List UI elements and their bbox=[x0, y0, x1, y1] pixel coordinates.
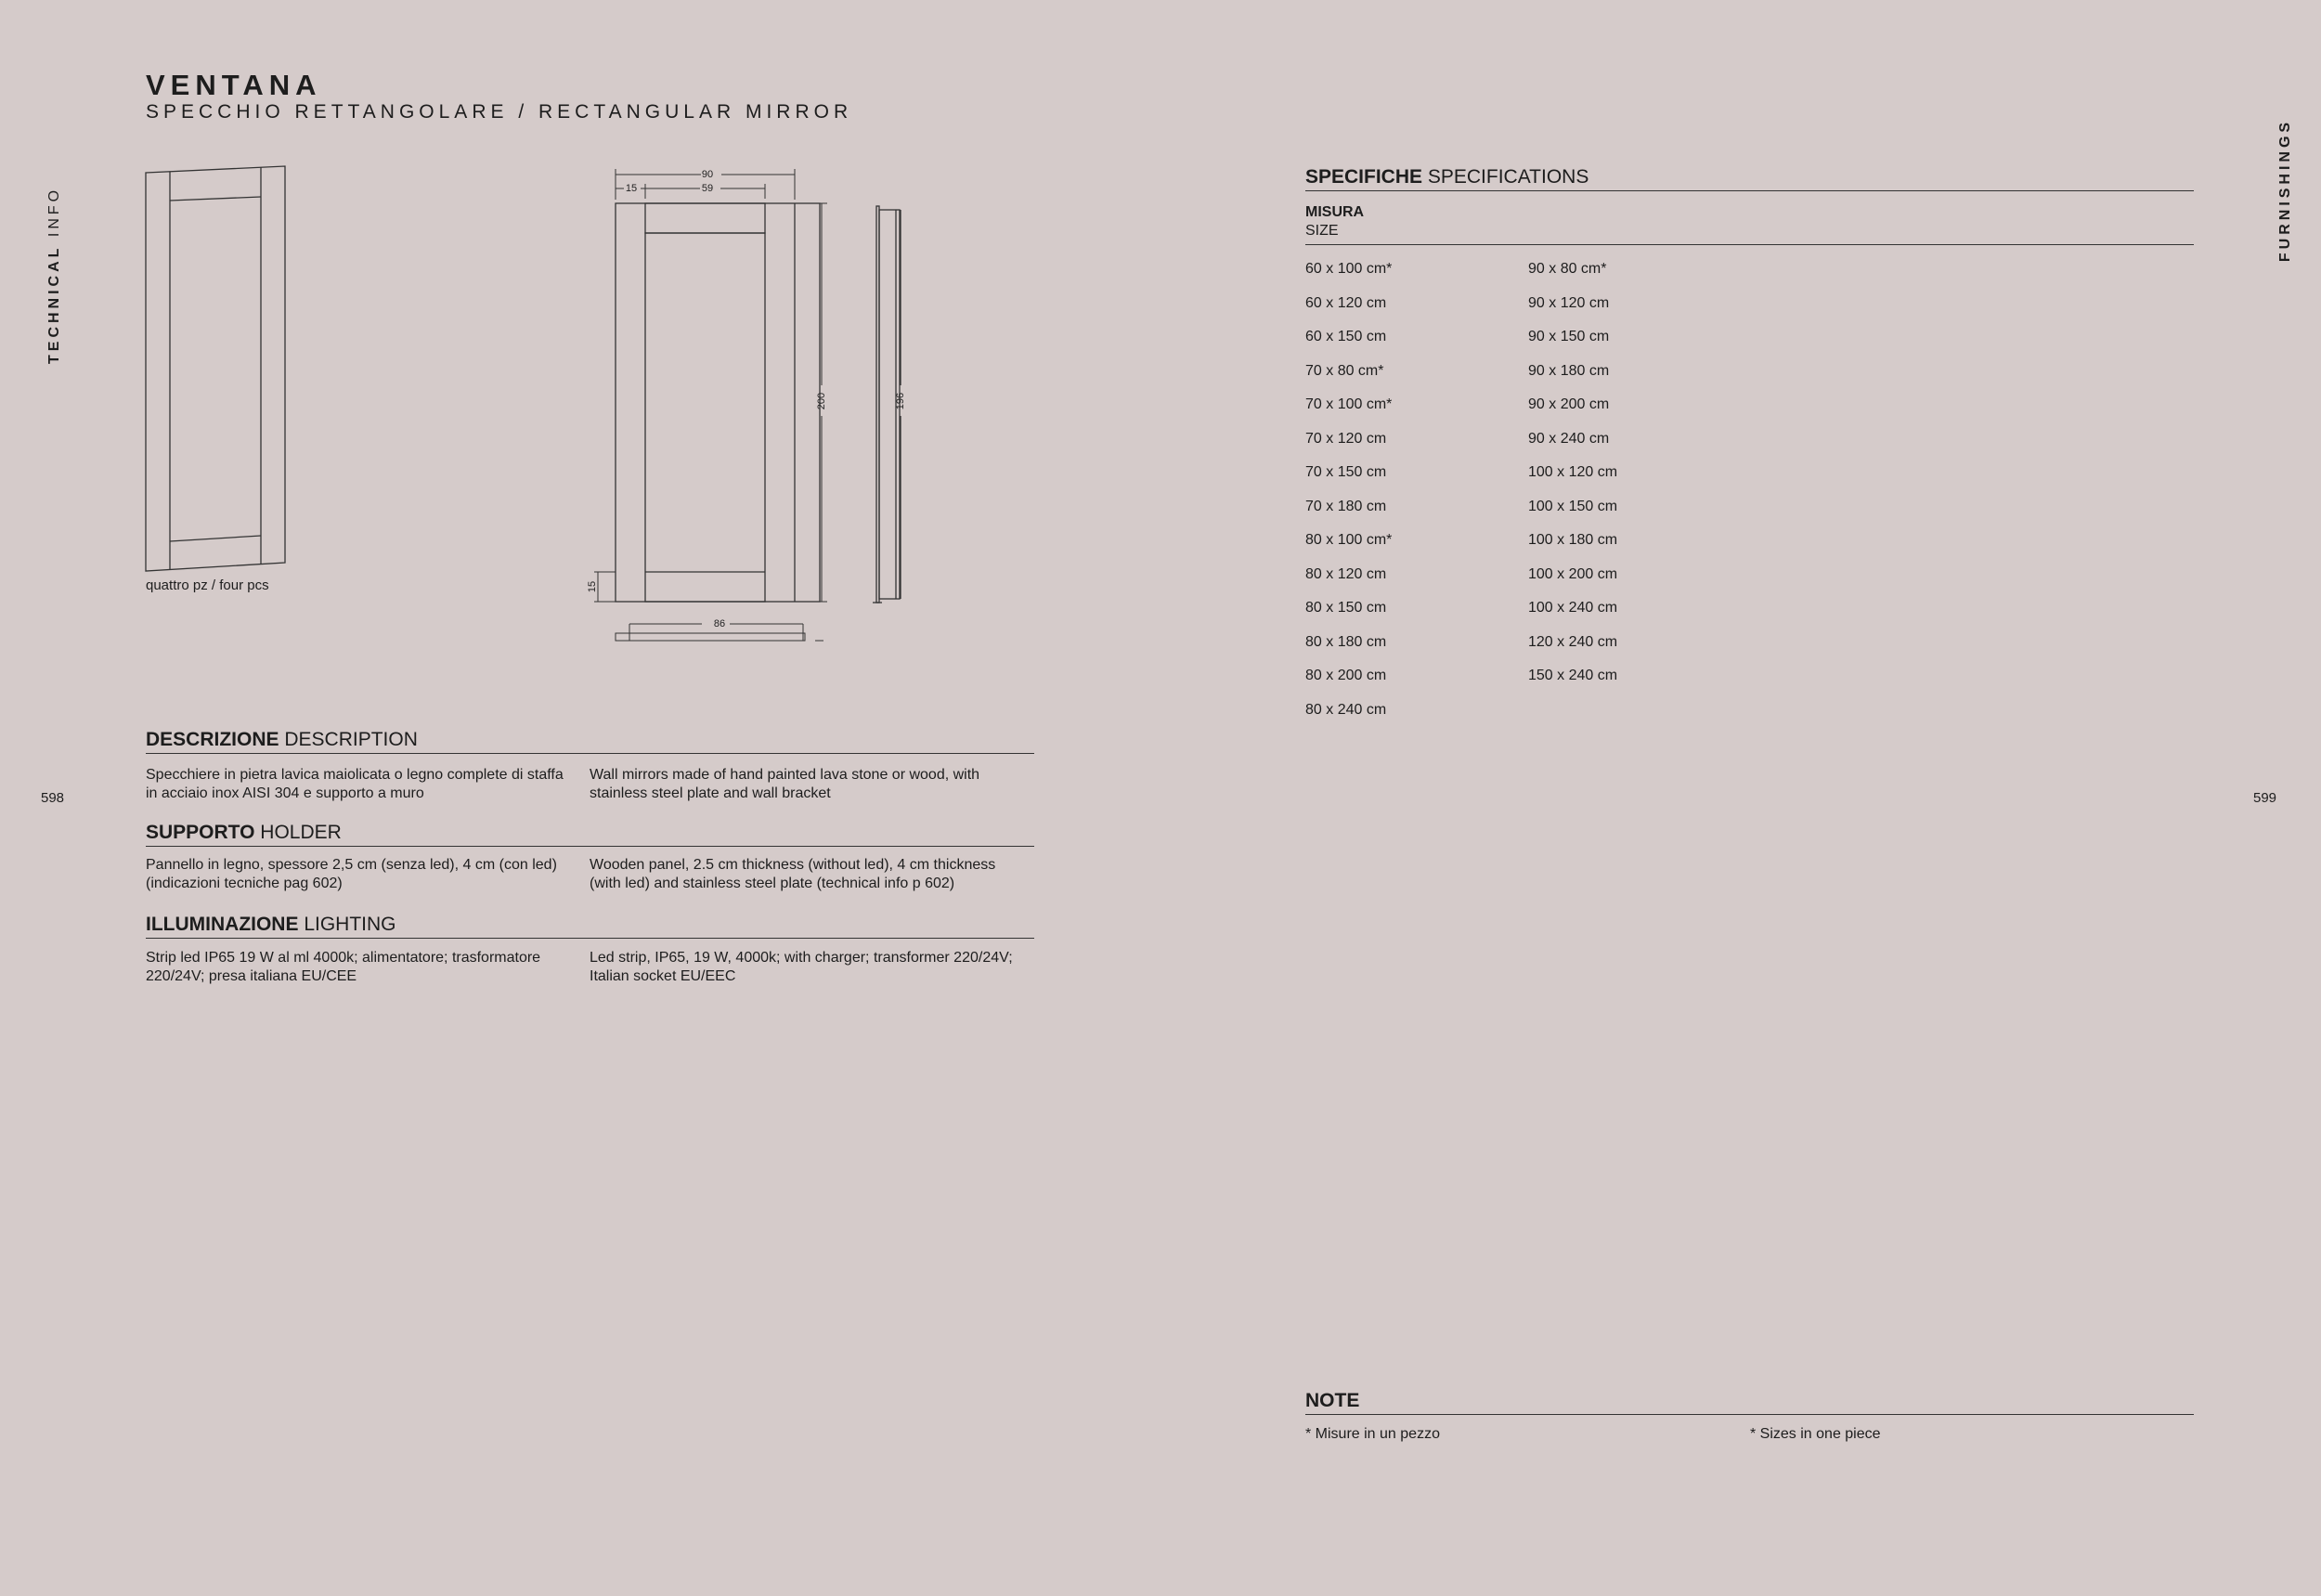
note-heading: NOTE bbox=[1305, 1390, 2194, 1415]
lighting-heading: ILLUMINAZIONE LIGHTING bbox=[146, 914, 1034, 939]
note-it: * Misure in un pezzo bbox=[1305, 1426, 1440, 1442]
size-item: 150 x 240 cm bbox=[1528, 668, 1618, 683]
page-number-right: 599 bbox=[2253, 790, 2277, 806]
size-subheading bbox=[1305, 203, 2194, 245]
front-view-frame bbox=[616, 203, 820, 602]
size-item: 90 x 240 cm bbox=[1528, 430, 1610, 447]
size-item: 60 x 100 cm* bbox=[1305, 261, 1393, 277]
product-title: VENTANA bbox=[146, 69, 322, 101]
product-subtitle: SPECCHIO RETTANGOLARE / RECTANGULAR MIRROR bbox=[146, 101, 853, 123]
size-label-it: MISURA bbox=[1305, 204, 1365, 220]
page-number-left: 598 bbox=[41, 790, 65, 806]
size-item: 100 x 180 cm bbox=[1528, 532, 1618, 548]
specifications-heading: SPECIFICHE SPECIFICATIONS bbox=[1305, 166, 2194, 191]
sizes-column-1 bbox=[1305, 253, 1392, 727]
dim-side-height: 196 bbox=[895, 392, 906, 410]
size-item: 90 x 120 cm bbox=[1528, 294, 1610, 311]
size-item: 100 x 120 cm bbox=[1528, 464, 1618, 480]
size-item: 70 x 100 cm* bbox=[1305, 396, 1393, 412]
dim-top-total: 90 bbox=[701, 169, 714, 180]
size-item: 90 x 200 cm bbox=[1528, 396, 1610, 412]
size-item: 120 x 240 cm bbox=[1528, 633, 1618, 650]
size-item: 100 x 240 cm bbox=[1528, 600, 1618, 616]
dim-top-left: 15 bbox=[625, 183, 638, 194]
size-item: 80 x 100 cm* bbox=[1305, 532, 1393, 548]
size-item: 80 x 120 cm bbox=[1305, 565, 1387, 582]
dim-bottom-left: 15 bbox=[587, 580, 598, 593]
size-item: 100 x 200 cm bbox=[1528, 565, 1618, 582]
holder-en: Wooden panel, 2.5 cm thickness (without led), 4 cm thickness (with led) and stainless steel plate (technical info p 602) bbox=[590, 857, 996, 891]
size-item: 100 x 150 cm bbox=[1528, 498, 1618, 514]
size-item: 90 x 150 cm bbox=[1528, 329, 1610, 344]
side-label-technical-info: TECHNICAL INFO bbox=[46, 186, 62, 364]
lighting-it: Strip led IP65 19 W al ml 4000k; alimentatore; trasformatore 220/24V; presa italiana EU/CEE bbox=[146, 950, 541, 984]
size-item: 90 x 80 cm* bbox=[1528, 261, 1607, 277]
holder-it: Pannello in legno, spessore 2,5 cm (senza led), 4 cm (con led) (indicazioni tecniche pag 602) bbox=[146, 857, 557, 891]
dim-top-inner: 59 bbox=[701, 183, 714, 194]
size-item: 80 x 150 cm bbox=[1305, 600, 1387, 616]
size-item: 90 x 180 cm bbox=[1528, 362, 1610, 379]
size-item: 80 x 240 cm bbox=[1305, 701, 1387, 718]
dim-bottom-width: 86 bbox=[713, 618, 726, 629]
size-item: 70 x 150 cm bbox=[1305, 464, 1387, 480]
lighting-en: Led strip, IP65, 19 W, 4000k; with charger; transformer 220/24V; Italian socket EU/EEC bbox=[590, 950, 1013, 984]
dimension-lines bbox=[594, 169, 827, 641]
note-en: * Sizes in one piece bbox=[1750, 1426, 1881, 1442]
side-label-furnishings: FURNISHINGS bbox=[2277, 118, 2293, 263]
size-label-en: SIZE bbox=[1305, 223, 1339, 239]
size-item: 80 x 180 cm bbox=[1305, 633, 1387, 650]
holder-heading: SUPPORTO HOLDER bbox=[146, 822, 1034, 847]
dim-height: 200 bbox=[816, 392, 827, 410]
description-en: Wall mirrors made of hand painted lava stone or wood, with stainless steel plate and wall bracket bbox=[590, 767, 980, 801]
description-it: Specchiere in pietra lavica maiolicata o legno complete di staffa in acciaio inox AISI 304 e supporto a muro bbox=[146, 767, 564, 801]
description-heading: DESCRIZIONE DESCRIPTION bbox=[146, 729, 1034, 754]
perspective-mirror-frame bbox=[146, 166, 285, 571]
drawing-caption: quattro pz / four pcs bbox=[146, 577, 269, 593]
size-item: 70 x 80 cm* bbox=[1305, 362, 1384, 379]
size-item: 60 x 120 cm bbox=[1305, 294, 1387, 311]
size-item: 60 x 150 cm bbox=[1305, 329, 1387, 344]
size-item: 80 x 200 cm bbox=[1305, 668, 1387, 683]
sizes-column-2 bbox=[1528, 253, 1617, 694]
size-item: 70 x 180 cm bbox=[1305, 498, 1387, 514]
size-item: 70 x 120 cm bbox=[1305, 430, 1387, 447]
